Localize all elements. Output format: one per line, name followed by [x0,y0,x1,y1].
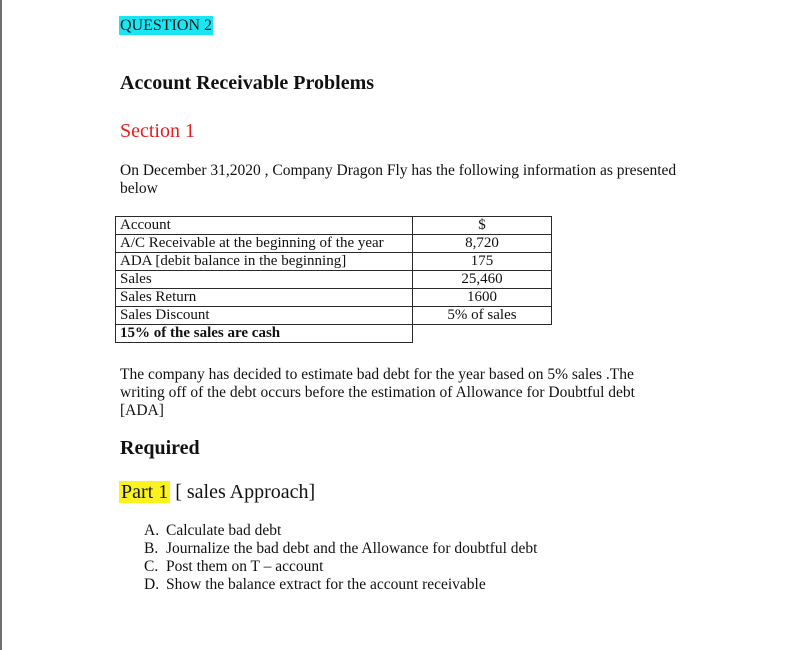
table-row [116,307,552,325]
table-row [116,289,552,307]
list-item-text: Calculate bad debt [166,522,282,539]
table-cell-account-header: Account [116,217,413,235]
table-cell-amount: 175 [413,253,552,271]
intro-text: On December 31,2020 , Company Dragon Fly has the following information as presented below [120,162,677,197]
table-cell-amount: 8,720 [413,235,552,253]
list-item [144,558,537,576]
table-row [116,271,552,289]
table-cell-account: A/C Receivable at the beginning of the year [116,235,413,253]
list-item-letter: C. [144,558,159,575]
part-label-highlight: Part 1 [121,481,169,503]
table-row [116,235,552,253]
table-cell-account: Sales Discount [116,307,413,325]
part-approach-text: [ sales Approach] [175,481,316,503]
table-cell-amount: 5% of sales [413,307,552,325]
list-item-letter: D. [144,576,160,593]
estimation-paragraph: The company has decided to estimate bad debt for the year based on 5% sales .The writing off of the debt occurs before the estimation of Allowance for Doubtful debt [ADA] [120,366,635,419]
list-item-text: Show the balance extract for the account receivable [166,576,486,593]
part-heading [119,481,315,504]
document-title: Account Receivable Problems [120,72,375,94]
question-label: QUESTION 2 [120,17,212,34]
table-row [116,253,552,271]
table-cell-amount-header: $ [413,217,552,235]
table-note-cell: 15% of the sales are cash [116,325,413,343]
table-header-row [116,217,552,235]
list-item [144,540,537,558]
list-item [144,576,537,594]
list-item-letter: A. [144,522,160,539]
list-item-text: Post them on T – account [166,558,324,575]
list-item-letter: B. [144,540,159,557]
list-item [144,522,537,540]
table-cell-account: Sales [116,271,413,289]
table-note-row [116,325,552,343]
section-heading: Section 1 [120,120,195,142]
list-item-text: Journalize the bad debt and the Allowance for doubtful debt [166,540,538,557]
table-cell-amount: 1600 [413,289,552,307]
table-cell-amount: 25,460 [413,271,552,289]
table-cell-account: Sales Return [116,289,413,307]
required-heading: Required [120,437,200,459]
account-info-table [115,216,552,343]
table-cell-account: ADA [debit balance in the beginning] [116,253,413,271]
table-empty-cell [413,325,552,343]
task-list [144,522,537,594]
